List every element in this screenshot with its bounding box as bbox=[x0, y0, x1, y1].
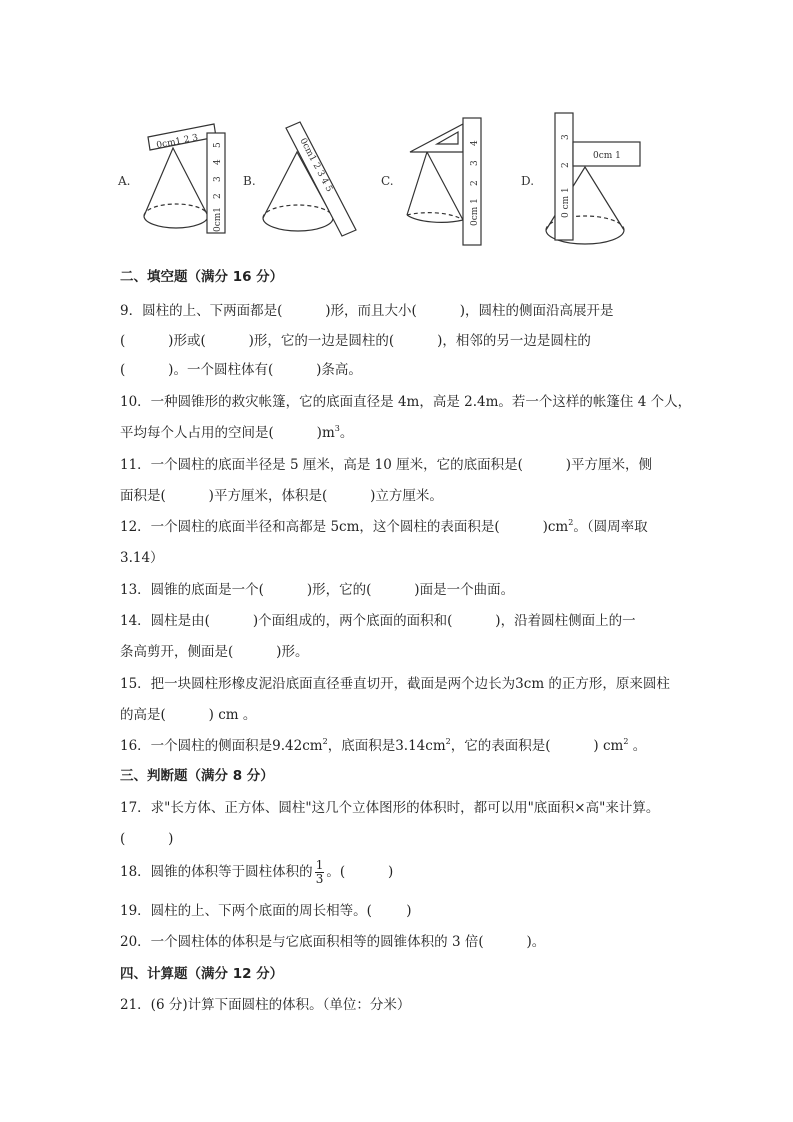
superscript: 2 bbox=[445, 737, 451, 746]
question-12-line: 3.14） bbox=[120, 550, 164, 566]
question-15-line: 15．把一块圆柱形橡皮泥沿底面直径垂直切开，截面是两个边长为3cm 的正方形，原来圆柱 bbox=[120, 676, 670, 692]
text: 18．圆锥的体积等于圆柱体积的 bbox=[120, 864, 313, 880]
question-13-line: 13．圆锥的底面是一个( )形，它的( )面是一个曲面。 bbox=[120, 582, 515, 598]
superscript: 2 bbox=[623, 737, 629, 746]
question-10-line bbox=[120, 424, 353, 442]
question-10-line: 10．一种圆锥形的救灾帐篷，它的底面直径是 4m，高是 2.4m。若一个这样的帐篷住 4 个人， bbox=[120, 394, 692, 410]
text: 平均每个人占用的空间是( )m bbox=[120, 425, 335, 441]
question-20-line: 20．一个圆柱体的体积是与它底面积相等的圆锥体积的 3 倍( )。 bbox=[120, 934, 546, 950]
question-9-line: 9．圆柱的上、下两面都是( )形，而且大小( )，圆柱的侧面沿高展开是 bbox=[120, 303, 614, 319]
ruler-c-label: 4 bbox=[470, 140, 480, 146]
ruler-c-label: 0cm 1 bbox=[470, 198, 480, 226]
ruler-c-label: 2 bbox=[470, 180, 480, 186]
option-a-label: A. bbox=[118, 174, 131, 188]
question-9-line: ( )。一个圆柱体有( )条高。 bbox=[120, 362, 362, 378]
numerator: 1 bbox=[315, 858, 324, 872]
question-21-line: 21．(6 分)计算下面圆柱的体积。（单位：分米） bbox=[120, 997, 411, 1013]
section-4-heading: 四、计算题（满分 12 分） bbox=[120, 966, 284, 982]
text: 。（圆周率取 bbox=[573, 519, 648, 535]
ruler-a-label: 4 bbox=[213, 159, 223, 165]
option-b-label: B. bbox=[243, 174, 256, 188]
section-3-heading: 三、判断题（满分 8 分） bbox=[120, 768, 274, 784]
question-14-line: 14．圆柱是由( )个面组成的，两个底面的面积和( )，沿着圆柱侧面上的一 bbox=[120, 613, 636, 629]
ruler-a-label: 0cm1 bbox=[213, 206, 223, 232]
section-2-heading: 二、填空题（满分 16 分） bbox=[120, 269, 284, 285]
ruler-b-label: 0cm1 2 3 4 5 bbox=[297, 136, 335, 194]
text: 。 bbox=[339, 425, 354, 441]
question-17-line: ( ) bbox=[120, 831, 174, 847]
option-a-figure bbox=[117, 124, 225, 233]
superscript: 3 bbox=[334, 424, 340, 433]
question-15-line: 的高是( ) cm 。 bbox=[120, 707, 257, 723]
text: 12．一个圆柱的底面半径和高都是 5cm，这个圆柱的表面积是( )cm bbox=[120, 519, 569, 535]
question-11-line: 11．一个圆柱的底面半径是 5 厘米，高是 10 厘米，它的底面积是( )平方厘米，侧 bbox=[120, 457, 653, 473]
superscript: 2 bbox=[568, 518, 574, 527]
question-16-line bbox=[120, 737, 646, 755]
ruler-c-label: 3 bbox=[470, 160, 480, 166]
ruler-a-label: 3 bbox=[213, 176, 223, 182]
question-14-line: 条高剪开，侧面是( )形。 bbox=[120, 644, 309, 660]
text: 。( ) bbox=[326, 864, 394, 880]
text: ，底面积是3.14cm bbox=[327, 738, 446, 754]
ruler-a-label: 5 bbox=[213, 142, 223, 148]
denominator: 3 bbox=[315, 872, 324, 886]
text: 16．一个圆柱的侧面积是9.42cm bbox=[120, 738, 323, 754]
fraction-one-third bbox=[315, 859, 325, 886]
question-18-line bbox=[120, 859, 393, 886]
question-19-line: 19．圆柱的上、下两个底面的周长相等。( ) bbox=[120, 903, 412, 919]
option-b-figure bbox=[243, 122, 356, 236]
text: ，它的表面积是( ) cm bbox=[450, 738, 624, 754]
ruler-d-label: 2 bbox=[561, 162, 571, 168]
ruler-d-label: 3 bbox=[561, 134, 571, 140]
ruler-a-label: 2 bbox=[213, 193, 223, 199]
text: 。 bbox=[628, 738, 647, 754]
option-d-label: D. bbox=[521, 174, 535, 188]
ruler-d-top-label: 0cm 1 bbox=[593, 151, 621, 161]
ruler-a-top-label: 0cm1 2 3 bbox=[155, 133, 200, 151]
question-17-line: 17．求"长方体、正方体、圆柱"这几个立体图形的体积时，都可以用"底面积×高"来计算。 bbox=[120, 800, 660, 816]
option-c-label: C. bbox=[381, 174, 394, 188]
option-c-figure bbox=[381, 118, 481, 245]
option-d-figure bbox=[521, 113, 640, 244]
question-11-line: 面积是( )平方厘米，体积是( )立方厘米。 bbox=[120, 488, 443, 504]
superscript: 2 bbox=[322, 737, 328, 746]
question-12-line bbox=[120, 518, 648, 536]
question-9-line: ( )形或( )形，它的一边是圆柱的( )，相邻的另一边是圆柱的 bbox=[120, 333, 591, 349]
ruler-d-label: 0 cm 1 bbox=[561, 187, 571, 218]
cone-measurement-figures bbox=[0, 0, 793, 260]
